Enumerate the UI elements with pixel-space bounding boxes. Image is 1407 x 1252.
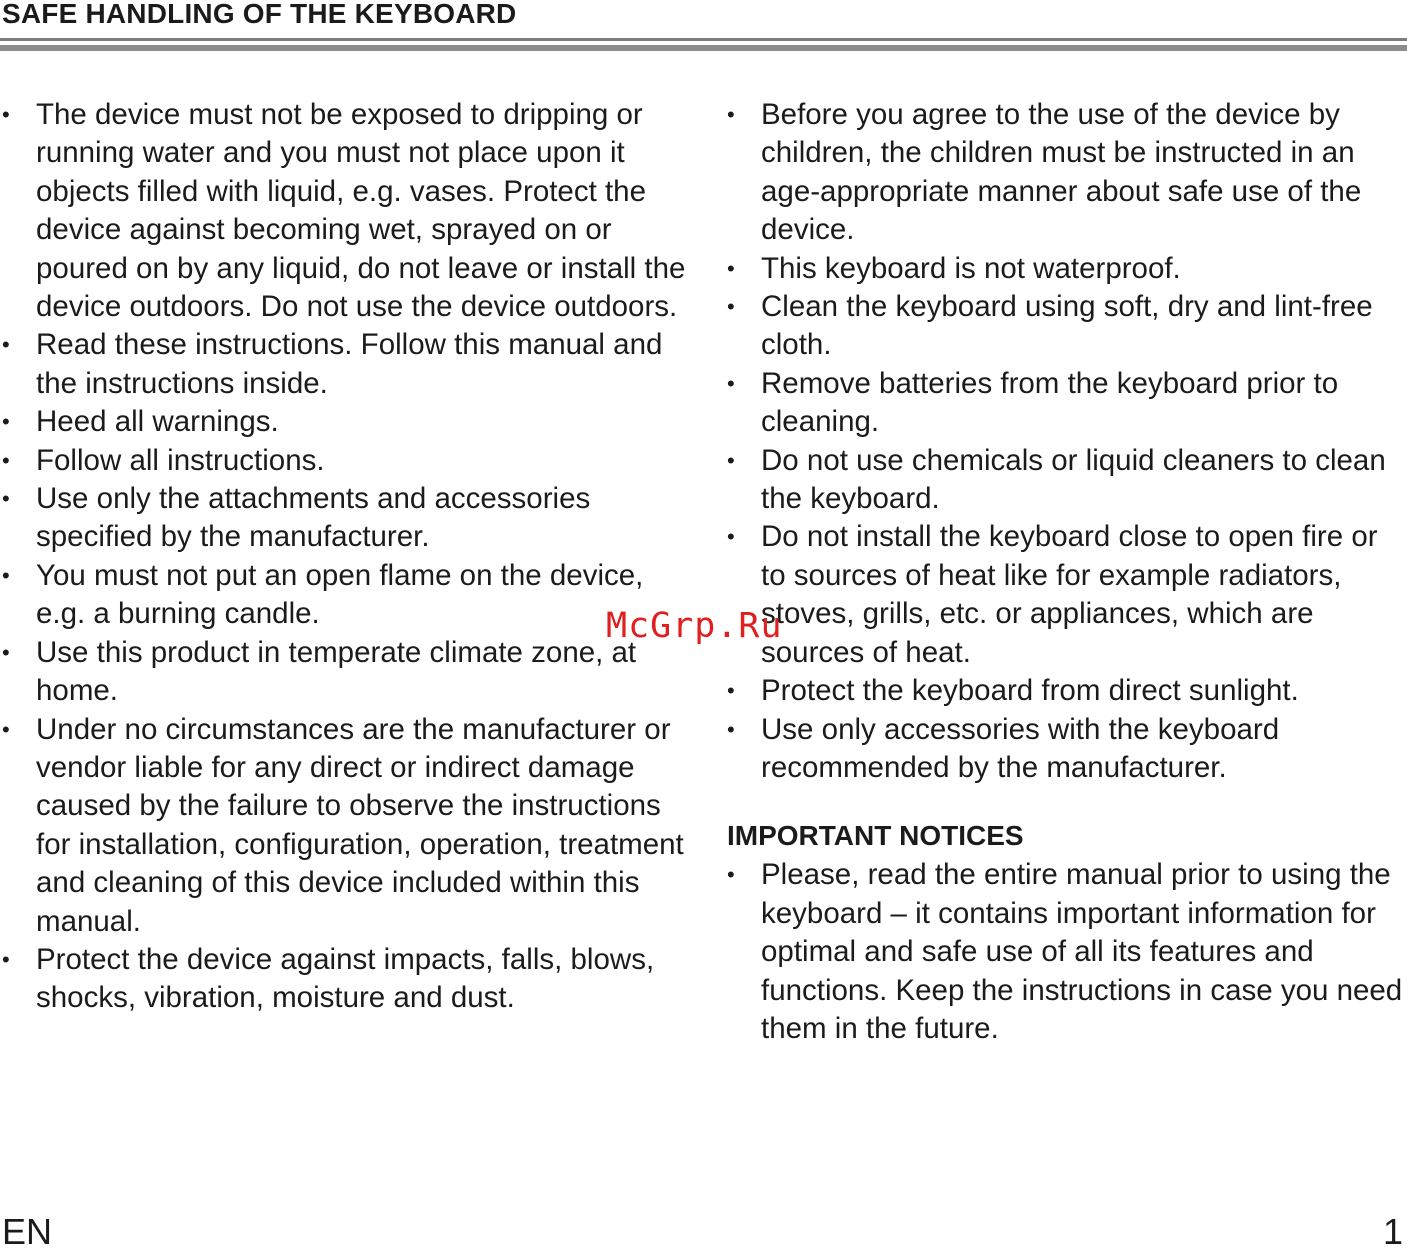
list-item: • Use only the attachments and accessories specified by the manufacturer.	[0, 480, 700, 557]
right-bullet-list	[725, 96, 1407, 787]
list-item: • Follow all instructions.	[0, 442, 700, 480]
list-item: • Clean the keyboard using soft, dry and lint-free cloth.	[725, 288, 1407, 365]
notices-bullet-list	[725, 856, 1407, 1048]
left-bullet-list	[0, 96, 700, 1018]
list-item: • Use only accessories with the keyboard recommended by the manufacturer.	[725, 711, 1407, 788]
header-rule-thin	[0, 38, 1407, 41]
important-notices-heading: IMPORTANT NOTICES	[727, 820, 1024, 852]
header-rule-thick	[0, 45, 1407, 51]
list-item: • Under no circumstances are the manufacturer or vendor liable for any direct or indirect damage caused by the failure to observe the instructions for installation, configuration, operation, treatment and cleaning of this device included within this manual.	[0, 711, 700, 941]
list-item: • Heed all warnings.	[0, 403, 700, 441]
right-column	[725, 96, 1407, 1048]
footer-language: EN	[2, 1211, 53, 1252]
list-item: • Protect the keyboard from direct sunlight.	[725, 672, 1407, 710]
left-column	[0, 96, 700, 1018]
list-item: • Remove batteries from the keyboard prior to cleaning.	[725, 365, 1407, 442]
list-item: • Use this product in temperate climate zone, at home.	[0, 634, 700, 711]
watermark: McGrp.Ru	[606, 606, 783, 646]
list-item: • This keyboard is not waterproof.	[725, 250, 1407, 288]
page-title: SAFE HANDLING OF THE KEYBOARD	[2, 0, 517, 29]
list-item: • You must not put an open flame on the device, e.g. a burning candle.	[0, 557, 700, 634]
list-item: • Please, read the entire manual prior to using the keyboard – it contains important information for optimal and safe use of all its features and functions. Keep the instructions in case you need them in the future.	[725, 856, 1407, 1048]
list-item: • Do not install the keyboard close to open fire or to sources of heat like for example radiators, stoves, grills, etc. or appliances, which are sources of heat.	[725, 518, 1407, 672]
list-item: • Do not use chemicals or liquid cleaners to clean the keyboard.	[725, 442, 1407, 519]
list-item: • Read these instructions. Follow this manual and the instructions inside.	[0, 326, 700, 403]
list-item: • Protect the device against impacts, falls, blows, shocks, vibration, moisture and dust.	[0, 941, 700, 1018]
page-number: 1	[1382, 1211, 1403, 1252]
list-item: • The device must not be exposed to dripping or running water and you must not place upon it objects filled with liquid, e.g. vases. Protect the device against becoming wet, sprayed on or poured on by any liquid, do not leave or install the device outdoors. Do not use the device outdoors.	[0, 96, 700, 326]
list-item: • Before you agree to the use of the device by children, the children must be instructed in an age-appropriate manner about safe use of the device.	[725, 96, 1407, 250]
